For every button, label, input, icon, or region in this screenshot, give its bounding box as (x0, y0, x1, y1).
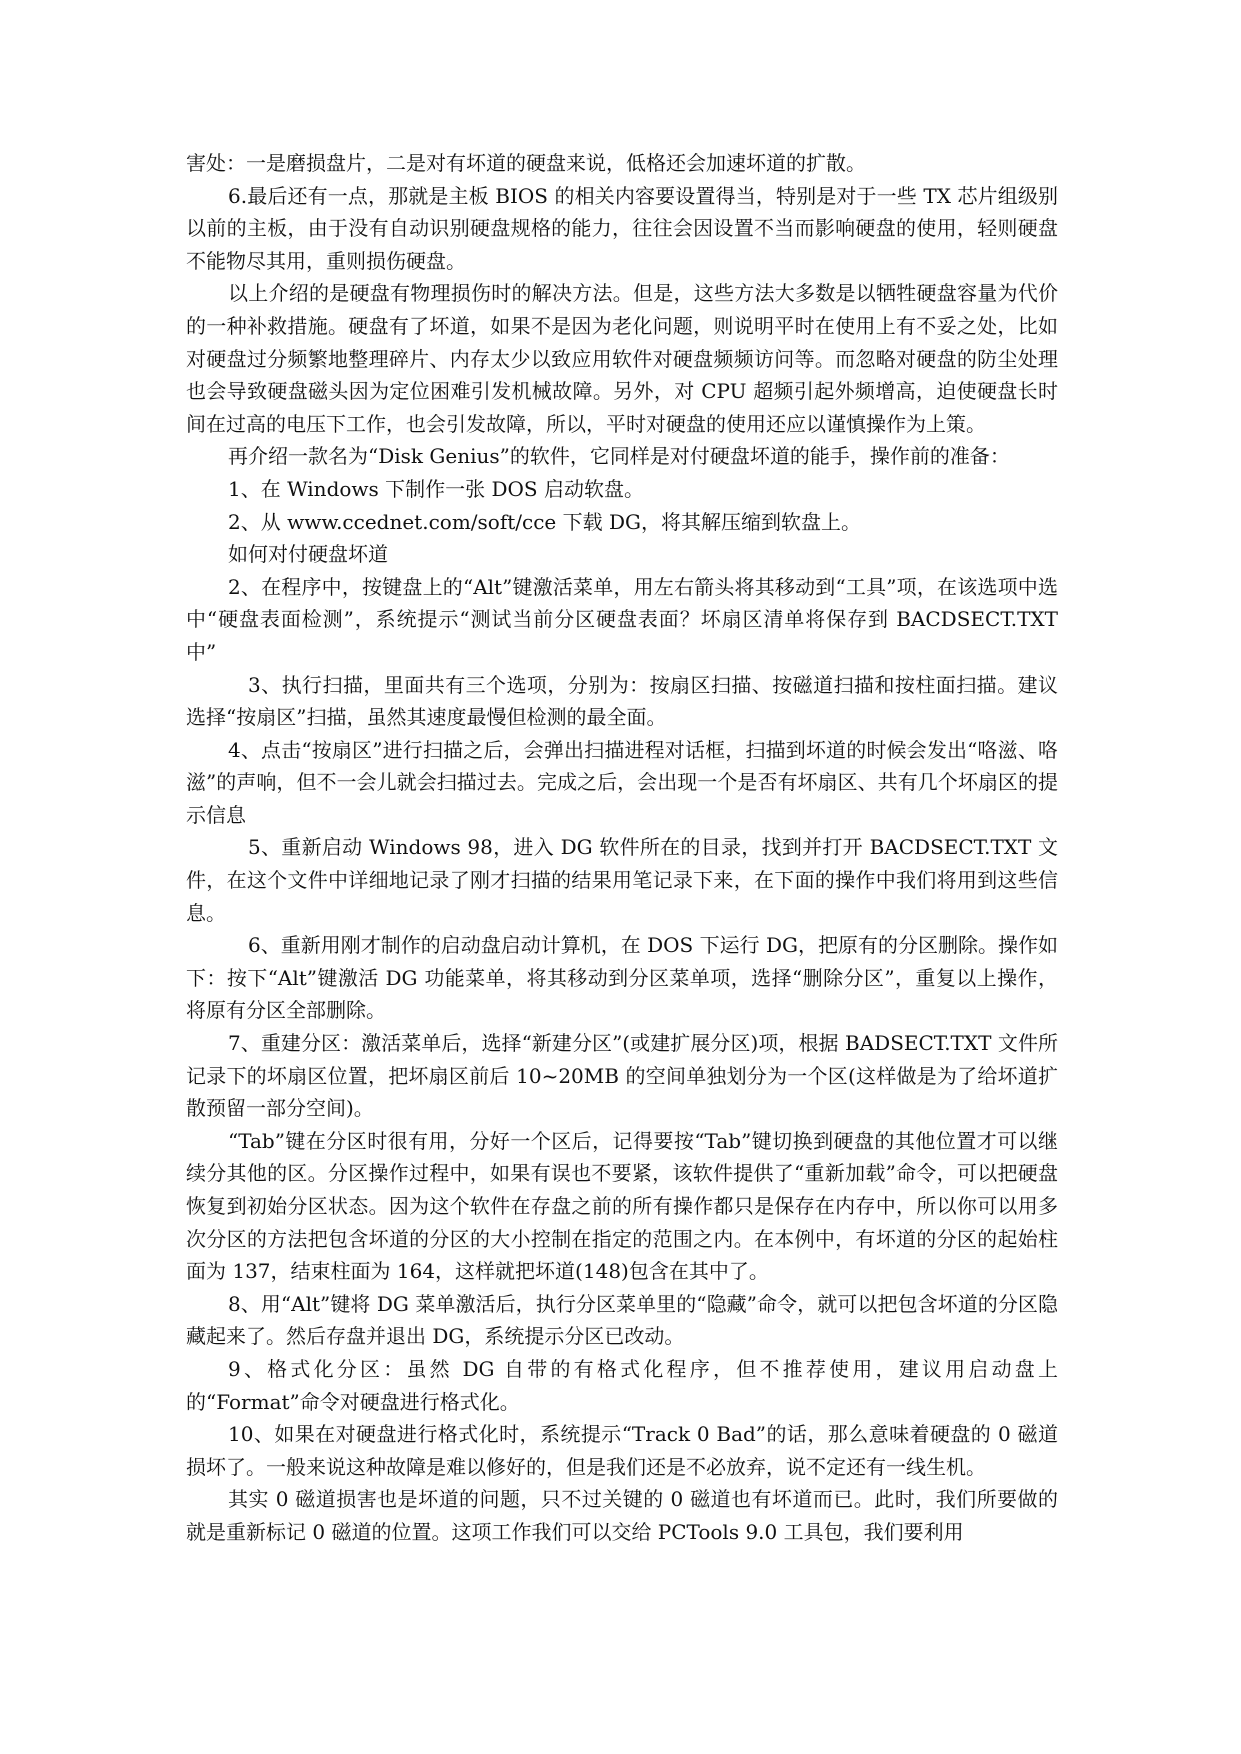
paragraph: 如何对付硬盘坏道 (228, 542, 388, 567)
paragraph: 2、在程序中，按键盘上的“Alt”键激活菜单，用左右箭头将其移动到“工具”项，在该选项中选中“硬盘表面检测”，系统提示“测试当前分区硬盘表面？坏扇区清单将保存到 BACDSECT.TXT 中” (186, 574, 1058, 664)
paragraph: 6.最后还有一点，那就是主板 BIOS 的相关内容要设置得当，特别是对于一些 TX 芯片组级别以前的主板，由于没有自动识别硬盘规格的能力，往往会因设置不当而影响硬盘的使用，轻则硬盘不能物尽其用，重则损伤硬盘。 (186, 183, 1058, 273)
paragraph: 10、如果在对硬盘进行格式化时，系统提示“Track 0 Bad”的话，那么意味着硬盘的 0 磁道损坏了。一般来说这种故障是难以修好的，但是我们还是不必放弃，说不定还有一线生机。 (186, 1422, 1058, 1479)
paragraph: 4、点击“按扇区”进行扫描之后，会弹出扫描进程对话框，扫描到坏道的时候会发出“咯滋、咯滋”的声响，但不一会儿就会扫描过去。完成之后，会出现一个是否有坏扇区、共有几个坏扇区的提示信息 (186, 737, 1058, 827)
paragraph: 再介绍一款名为“Disk Genius”的软件，它同样是对付硬盘坏道的能手，操作前的准备： (228, 444, 1010, 469)
paragraph: “Tab”键在分区时很有用，分好一个区后，记得要按“Tab”键切换到硬盘的其他位置才可以继续分其他的区。分区操作过程中，如果有误也不要紧，该软件提供了“重新加载”命令，可以把硬盘恢复到初始分区状态。因为这个软件在存盘之前的所有操作都只是保存在内存中，所以你可以用多次分区的方法把包含坏道的分区的大小控制在指定的范围之内。在本例中，有坏道的分区的起始柱面为 137，结束柱面为 164，这样就把坏道(148)包含在其中了。 (186, 1128, 1058, 1284)
paragraph: 以上介绍的是硬盘有物理损伤时的解决方法。但是，这些方法大多数是以牺牲硬盘容量为代价的一种补救措施。硬盘有了坏道，如果不是因为老化问题，则说明平时在使用上有不妥之处，比如对硬盘过分频繁地整理碎片、内存太少以致应用软件对硬盘频频访问等。而忽略对硬盘的防尘处理也会导致硬盘磁头因为定位困难引发机械故障。另外，对 CPU 超频引起外频增高，迫使硬盘长时间在过高的电压下工作，也会引发故障，所以，平时对硬盘的使用还应以谨慎操作为上策。 (186, 281, 1058, 436)
paragraph: 7、重建分区：激活菜单后，选择“新建分区”(或建扩展分区)项，根据 BADSECT.TXT 文件所记录下的坏扇区位置，把坏扇区前后 10~20MB 的空间单独划分为一个区(这样做是为了给坏道扩散预留一部分空间)。 (186, 1031, 1058, 1121)
paragraph: 8、用“Alt”键将 DG 菜单激活后，执行分区菜单里的“隐藏”命令，就可以把包含坏道的分区隐藏起来了。然后存盘并退出 DG，系统提示分区已改动。 (186, 1291, 1058, 1349)
paragraph: 9、格式化分区：虽然 DG 自带的有格式化程序，但不推荐使用，建议用启动盘上的“Format”命令对硬盘进行格式化。 (186, 1356, 1058, 1414)
paragraph: 5、重新启动 Windows 98，进入 DG 软件所在的目录，找到并打开 BACDSECT.TXT 文件，在这个文件中详细地记录了刚才扫描的结果用笔记录下来，在下面的操作中我们将用到这些信息。 (186, 835, 1058, 925)
document-body (186, 147, 1058, 1549)
paragraph: 害处：一是磨损盘片，二是对有坏道的硬盘来说，低格还会加速坏道的扩散。 (186, 151, 866, 175)
paragraph: 1、在 Windows 下制作一张 DOS 启动软盘。 (228, 476, 644, 501)
paragraph: 其实 0 磁道损害也是坏道的问题，只不过关键的 0 磁道也有坏道而已。此时，我们所要做的就是重新标记 0 磁道的位置。这项工作我们可以交给 PCTools 9.0 工具包，我们要利用 (186, 1487, 1058, 1544)
paragraph: 3、执行扫描，里面共有三个选项，分别为：按扇区扫描、按磁道扫描和按柱面扫描。建议选择“按扇区”扫描，虽然其速度最慢但检测的最全面。 (186, 672, 1058, 730)
paragraph: 6、重新用刚才制作的启动盘启动计算机，在 DOS 下运行 DG，把原有的分区删除。操作如下：按下“Alt”键激活 DG 功能菜单，将其移动到分区菜单项，选择“删除分区”，重复以上操作，将原有分区全部删除。 (186, 933, 1058, 1023)
paragraph: 2、从 www.ccednet.com/soft/cce 下载 DG，将其解压缩到软盘上。 (228, 509, 861, 534)
